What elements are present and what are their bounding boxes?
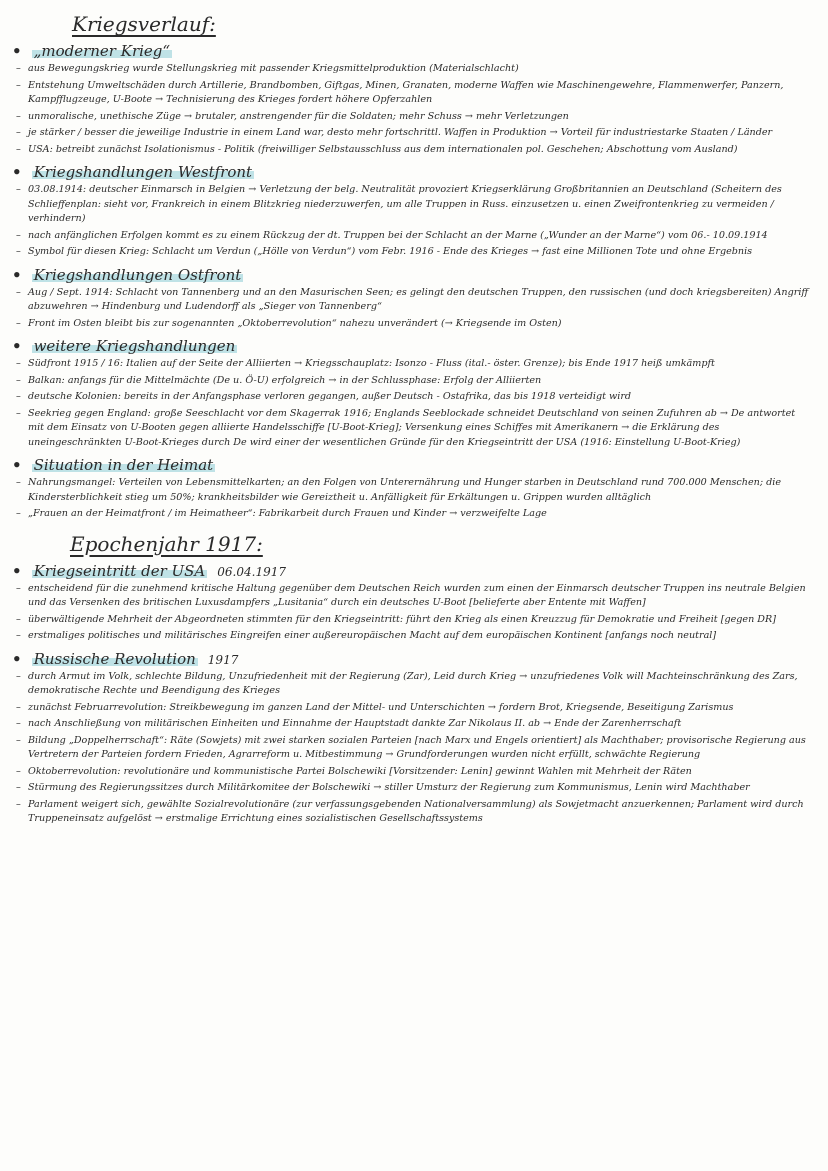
section-heading [12, 163, 814, 181]
dash-icon: – [16, 143, 21, 155]
list-item-text: durch Armut im Volk, schlechte Bildung, Unzufriedenheit mit der Regierung (Zar), Leid durch Krieg → unzufriedenes Volk will Machteinschränkung des Zars, demokratische Rechte und Beendigung des Krieges [28, 670, 798, 696]
list-item [14, 613, 814, 628]
dash-icon: – [16, 718, 21, 729]
dash-icon: – [16, 582, 21, 594]
dash-icon: – [16, 184, 21, 195]
list-item-text: nach Anschließung von militärischen Einheiten und Einnahme der Hauptstadt dankte Zar Nikolaus II. ab → Ende der Zarenherrschaft [28, 718, 682, 729]
section-heading-text: Kriegshandlungen Westfront [33, 163, 253, 181]
list-item-text: Balkan: anfangs für die Mittelmächte (De u. Ö-U) erfolgreich → in der Schlussphase: Erfolg der Alliierten [28, 374, 542, 386]
bullet-icon: • [12, 265, 22, 284]
dash-icon: – [16, 317, 21, 329]
section-heading-text: weitere Kriegshandlungen [33, 337, 236, 355]
page-title: Kriegsverlauf: [72, 12, 216, 36]
bullet-list [10, 670, 814, 827]
section-heading [12, 42, 814, 60]
page-title-2: Epochenjahr 1917: [70, 531, 263, 556]
part-kriegsverlauf [10, 42, 814, 522]
list-item-text: entscheidend für die zunehmend kritische Haltung gegenüber dem Deutschen Reich wurden zum einen der Einmarsch deutscher Truppen ins neutrale Belgien und das Versenken des britischen Luxusdampfers „Lusitania“ durch ein deutsches U-Boot [belieferte aber Entente mit Waffen] [28, 582, 806, 608]
list-item [14, 734, 814, 763]
bullet-icon: • [12, 649, 22, 668]
list-item-text: aus Bewegungskrieg wurde Stellungskrieg mit passender Kriegsmittelproduktion (Materialschlacht) [28, 63, 519, 74]
list-item-text: Bildung „Doppelherrschaft“: Räte (Sowjets) mit zwei starken sozialen Parteien [nach Marx und Engels orientiert] als Machthaber; provisorische Regierung aus Vertretern der Parteien fordern Frieden, Agrarreform u. Mitbestimmung → Grundforderungen wurden nicht erfüllt, schwächte Regierung [28, 734, 806, 760]
dash-icon: – [16, 286, 21, 298]
list-item [14, 781, 814, 796]
section [10, 266, 814, 332]
list-item-text: Seekrieg gegen England: große Seeschlacht vor dem Skagerrak 1916; Englands Seeblockade schneidet Deutschland von seinen Zufuhren ab → De antwortet mit dem Einsatz von U-Booten gegen alliierte Handelsschiffe [U-Boot-Krieg]; Versenkung eines Schiffes mit Amerikanern → die Erklärung des uneingeschränkten U-Boot-Krieges durch De wird einer der wesentlichen Gründe für den Kriegseintritt der USA (1916: Einstellung U-Boot-Krieg) [28, 407, 796, 448]
dash-icon: – [16, 613, 21, 625]
dash-icon: – [16, 229, 21, 241]
bullet-icon: • [12, 42, 22, 60]
section-heading-text: Situation in der Heimat [33, 456, 214, 474]
list-item-text: Aug / Sept. 1914: Schlacht von Tannenberg und an den Masurischen Seen; es gelingt den deutschen Truppen, den russischen (und doch kriegsbereiten) Angriff abzuwehren → Hindenburg und Ludendorff als „Sieger von Tannenberg“ [28, 286, 809, 312]
dash-icon: – [16, 127, 21, 138]
list-item [14, 701, 814, 716]
list-item [14, 476, 814, 505]
list-item-text: Front im Osten bleibt bis zur sogenannten „Oktoberrevolution“ nahezu unverändert (→ Kriegsende im Osten) [28, 317, 562, 329]
list-item [14, 582, 814, 611]
section-date: 06.04.1917 [217, 564, 286, 579]
list-item [14, 798, 814, 827]
section-heading [12, 562, 814, 580]
section [10, 42, 814, 157]
dash-icon: – [16, 407, 21, 419]
list-item-text: Parlament weigert sich, gewählte Sozialrevolutionäre (zur verfassungsgebenden Nationalversammlung) als Sowjetmacht anzuerkennen; Parlament wird durch Truppeneinsatz aufgelöst → erstmalige Errichtung eines sozialistischen Gesellschaftssystems [28, 798, 804, 824]
list-item-text: überwältigende Mehrheit der Abgeordneten stimmten für den Kriegseintritt: führt den Krieg als einen Kreuzzug für Demokratie und Freiheit [gegen DR] [28, 613, 776, 625]
section [10, 337, 814, 450]
bullet-list [10, 183, 814, 260]
list-item-text: Südfront 1915 / 16: Italien auf der Seite der Alliierten → Kriegsschauplatz: Isonzo - Fluss (ital.- öster. Grenze); bis Ende 1917 heiß umkämpft [28, 358, 715, 369]
list-item-text: Oktoberrevolution: revolutionäre und kommunistische Partei Bolschewiki [Vorsitzender: Lenin] gewinnt Wahlen mit Mehrheit der Räten [28, 765, 692, 777]
list-item [14, 245, 814, 260]
list-item-text: deutsche Kolonien: bereits in der Anfangsphase verloren gegangen, außer Deutsch - Ostafrika, das bis 1918 verteidigt wird [28, 391, 632, 402]
list-item [14, 126, 814, 141]
dash-icon: – [16, 782, 21, 793]
section-heading-text: „moderner Krieg“ [33, 42, 171, 60]
section-heading-text: Kriegseintritt der USA [33, 561, 206, 580]
dash-icon: – [16, 246, 21, 257]
list-item-text: USA: betreibt zunächst Isolationismus - Politik (freiwilliger Selbstausschluss aus dem internationalen pol. Geschehen; Abschottung vom Ausland) [28, 143, 738, 155]
dash-icon: – [16, 765, 21, 777]
dash-icon: – [16, 508, 21, 519]
dash-icon: – [16, 734, 21, 746]
list-item [14, 407, 814, 451]
dash-icon: – [16, 63, 21, 74]
bullet-list [10, 357, 814, 450]
list-item [14, 62, 814, 77]
dash-icon: – [16, 630, 21, 641]
list-item-text: „Frauen an der Heimatfront / im Heimatheer“: Fabrikarbeit durch Frauen und Kinder → verzweifelte Lage [28, 508, 547, 519]
section-heading-text: Kriegshandlungen Ostfront [33, 265, 242, 284]
bullet-list [10, 286, 814, 332]
section [10, 456, 814, 522]
section-date: 1917 [207, 652, 239, 667]
section-heading [12, 456, 814, 474]
list-item [14, 390, 814, 405]
list-item-text: unmoralische, unethische Züge → brutaler, anstrengender für die Soldaten; mehr Schuss → mehr Verletzungen [28, 110, 569, 122]
list-item-text: Entstehung Umweltschäden durch Artillerie, Brandbomben, Giftgas, Minen, Granaten, moderne Waffen wie Maschinengewehre, Flammenwerfer, Panzern, Kampfflugzeuge, U-Boote → Technisierung des Krieges fordert höhere Opferzahlen [28, 79, 784, 105]
bullet-list [10, 62, 814, 157]
section-heading [12, 650, 814, 668]
bullet-icon: • [12, 561, 22, 580]
list-item [14, 374, 814, 389]
bullet-icon: • [12, 456, 22, 474]
list-item [14, 183, 814, 227]
list-item-text: erstmaliges politisches und militärisches Eingreifen einer außereuropäischen Macht auf dem europäischen Kontinent [anfangs noch neutral] [28, 630, 717, 641]
section [10, 650, 814, 827]
part-epochenjahr [10, 562, 814, 827]
list-item-text: Stürmung des Regierungssitzes durch Militärkomitee der Bolschewiki → stiller Umsturz der Regierung zum Kommunismus, Lenin wird Machthaber [28, 782, 750, 793]
section-heading [12, 337, 814, 355]
dash-icon: – [16, 477, 21, 488]
bullet-list [10, 582, 814, 644]
list-item [14, 110, 814, 125]
list-item [14, 357, 814, 372]
dash-icon: – [16, 79, 21, 91]
list-item [14, 79, 814, 108]
list-item-text: 03.08.1914: deutscher Einmarsch in Belgien → Verletzung der belg. Neutralität provoziert Kriegserklärung Großbritannien an Deutschland (Scheitern des Schlieffenplan: sieht vor, Frankreich in einem Blitzkrieg niederzuwerfen, um alle Truppen in Russ. einzusetzen u. einen Zweifrontenkrieg zu vermeiden / verhindern) [28, 184, 782, 224]
list-item [14, 717, 814, 732]
list-item-text: nach anfänglichen Erfolgen kommt es zu einem Rückzug der dt. Truppen bei der Schlacht an der Marne („Wunder an der Marne“) vom 06.- 10.09.1914 [28, 229, 768, 241]
list-item [14, 629, 814, 644]
bullet-icon: • [12, 163, 22, 181]
list-item [14, 317, 814, 332]
list-item-text: Nahrungsmangel: Verteilen von Lebensmittelkarten; an den Folgen von Unterernährung und Hunger starben in Deutschland rund 700.000 Menschen; die Kindersterblichkeit stieg um 50%; krankheitsbilder wie Gereiztheit u. Anfälligkeit für Erkältungen u. Grippen wurden alltäglich [28, 477, 782, 503]
list-item [14, 765, 814, 780]
list-item [14, 670, 814, 699]
dash-icon: – [16, 110, 21, 122]
bullet-list [10, 476, 814, 522]
dash-icon: – [16, 374, 21, 386]
dash-icon: – [16, 391, 21, 402]
dash-icon: – [16, 701, 21, 713]
list-item-text: zunächst Februarrevolution: Streikbewegung im ganzen Land der Mittel- und Unterschichten → fordern Brot, Kriegsende, Beseitigung Zarismus [28, 701, 734, 713]
section-heading [12, 266, 814, 284]
bullet-icon: • [12, 337, 22, 355]
dash-icon: – [16, 798, 21, 810]
dash-icon: – [16, 670, 21, 682]
dash-icon: – [16, 358, 21, 369]
list-item [14, 143, 814, 158]
section-heading-text: Russische Revolution [33, 649, 196, 668]
list-item-text: Symbol für diesen Krieg: Schlacht um Verdun („Hölle von Verdun“) vom Febr. 1916 - Ende des Krieges → fast eine Millionen Tote und ohne Ergebnis [28, 246, 753, 257]
list-item [14, 507, 814, 522]
list-item [14, 229, 814, 244]
section [10, 562, 814, 644]
list-item [14, 286, 814, 315]
section [10, 163, 814, 260]
list-item-text: je stärker / besser die jeweilige Industrie in einem Land war, desto mehr fortschrittl. Waffen in Produktion → Vorteil für industriestarke Staaten / Länder [28, 127, 773, 138]
